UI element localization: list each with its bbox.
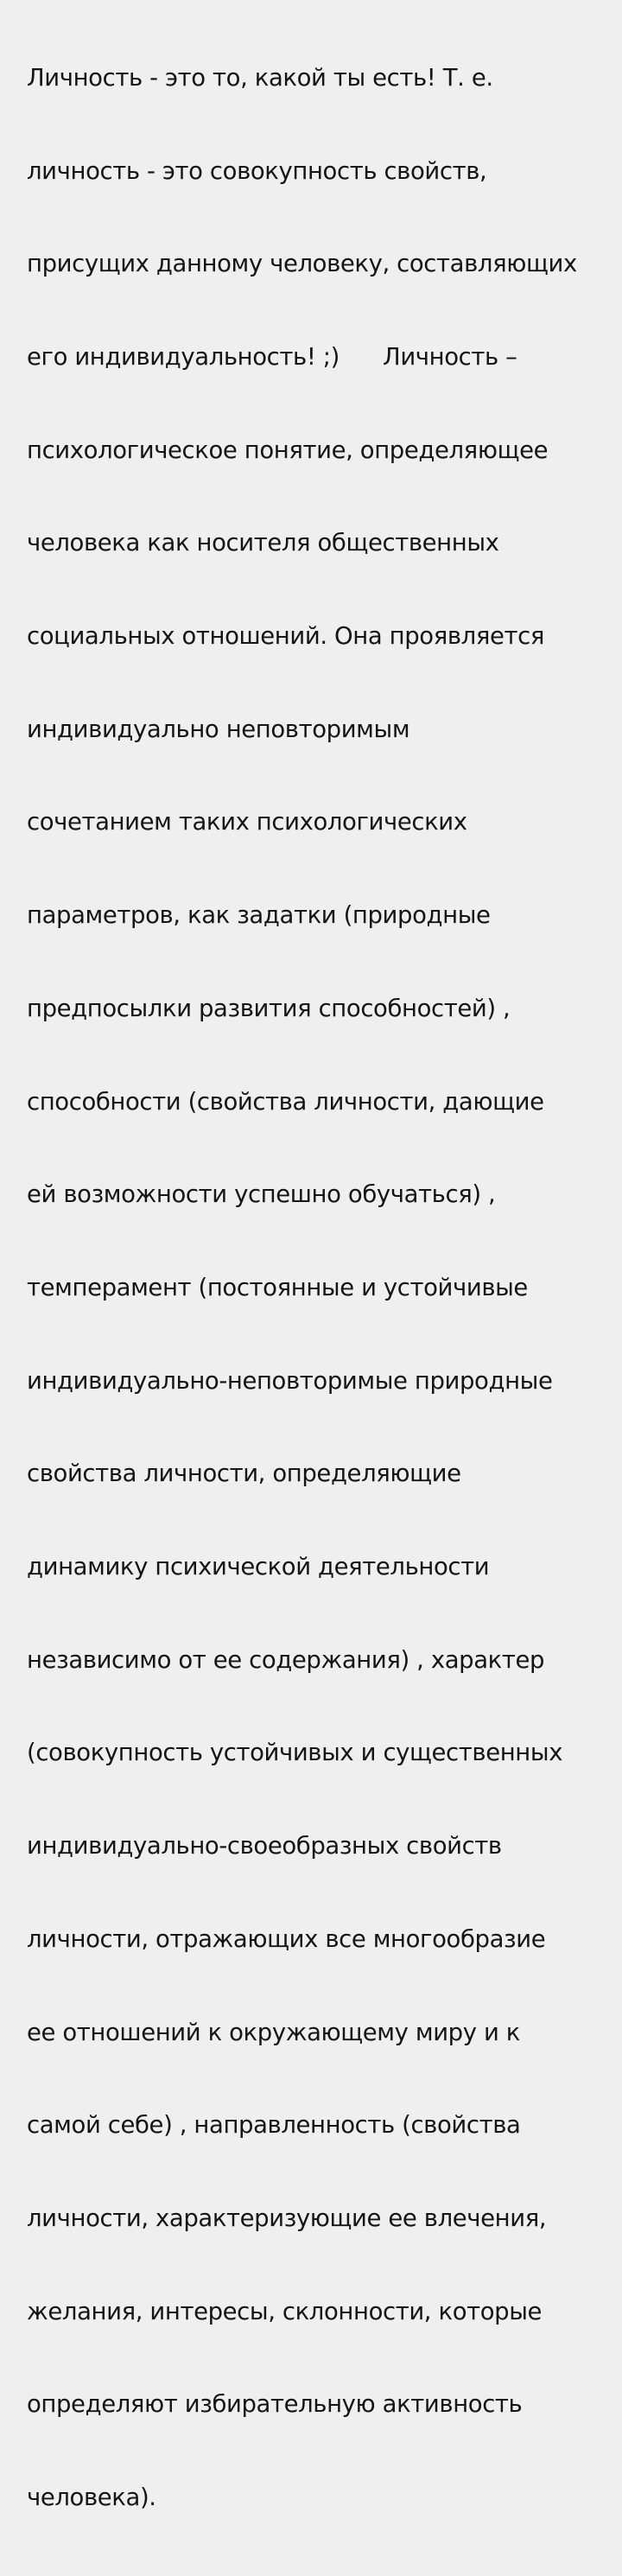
text-line-21: личности, отражающих все многообразие	[27, 1924, 546, 1953]
text-line-17: динамику психической деятельности	[27, 1553, 490, 1581]
text-line-10: параметров, как задатки (природные	[27, 901, 491, 930]
text-line-3: присущих данному человеку, составляющих	[27, 250, 577, 278]
text-line-27: человека).	[27, 2484, 156, 2512]
text-line-5: психологическое понятие, определяющее	[27, 436, 549, 464]
text-line-22: ее отношений к окружающему миру и к	[27, 2018, 520, 2046]
text-line-20: индивидуально-своеобразных свойств	[27, 1832, 502, 1860]
text-line-11: предпосылки развития способностей) ,	[27, 994, 511, 1022]
text-line-16: свойства личности, определяющие	[27, 1460, 461, 1488]
text-line-9: сочетанием таких психологических	[27, 808, 467, 836]
text-line-12: способности (свойства личности, дающие	[27, 1087, 544, 1116]
text-line-6: человека как носителя общественных	[27, 529, 499, 557]
text-line-4: его индивидуальность! ;) Личность –	[27, 342, 517, 371]
text-line-14: темперамент (постоянные и устойчивые	[27, 1273, 528, 1301]
text-line-2: личность - это совокупность свойств,	[27, 156, 487, 185]
text-line-25: желания, интересы, склонности, которые	[27, 2297, 543, 2325]
text-line-24: личности, характеризующие ее влечения,	[27, 2204, 547, 2232]
text-line-8: индивидуально неповторимым	[27, 715, 410, 743]
text-line-26: определяют избирательную активность	[27, 2390, 523, 2419]
text-line-1: Личность - это то, какой ты есть! Т. е.	[27, 63, 493, 92]
text-line-15: индивидуально-неповторимые природные	[27, 1366, 553, 1395]
text-line-18: независимо от ее содержания) , характер	[27, 1645, 545, 1674]
text-line-13: ей возможности успешно обучаться) ,	[27, 1180, 496, 1209]
text-line-7: социальных отношений. Она проявляется	[27, 622, 544, 651]
text-line-19: (совокупность устойчивых и существенных	[27, 1739, 563, 1767]
text-line-23: самой себе) , направленность (свойства	[27, 2111, 521, 2140]
document-text	[27, 1, 614, 2576]
